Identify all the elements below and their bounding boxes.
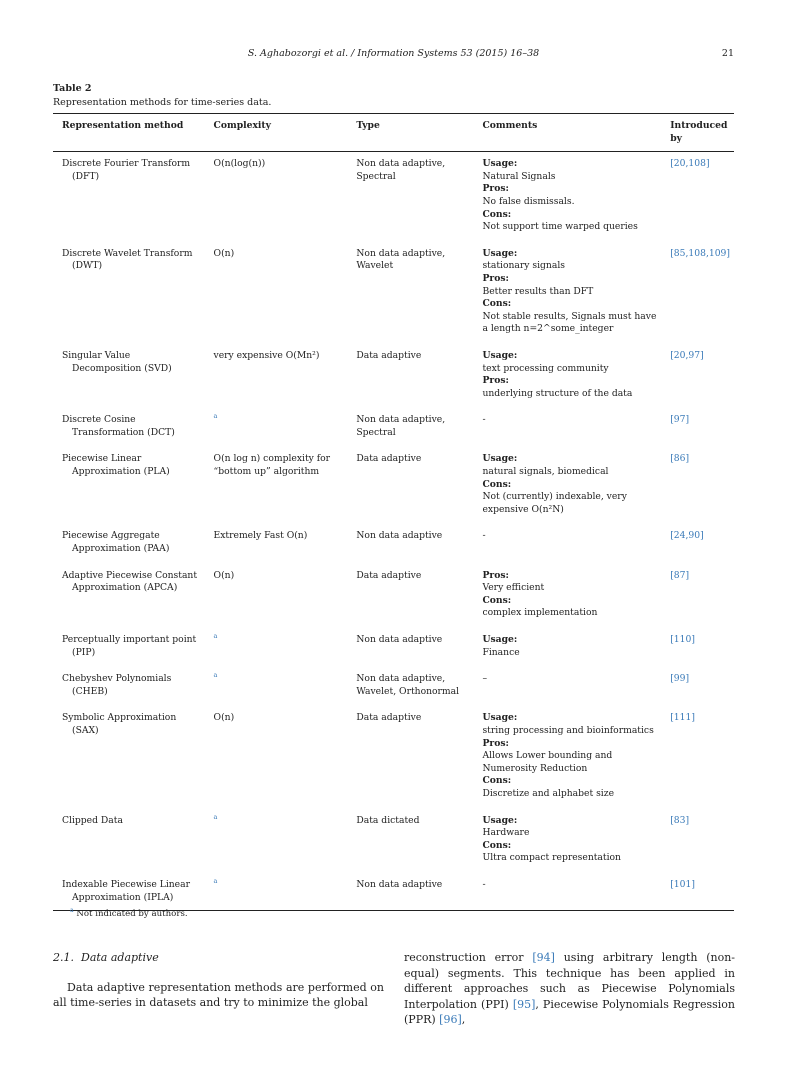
footnote-ref[interactable]: a	[213, 876, 218, 885]
citation-link[interactable]: [95]	[512, 997, 536, 1011]
cell-comments	[473, 346, 661, 410]
method-name: Perceptually important point (PIP)	[62, 634, 197, 658]
comment-label: Cons:	[482, 594, 512, 606]
method-name: Piecewise Linear Approximation (PLA)	[62, 453, 170, 478]
comment-label: Usage:	[482, 453, 518, 465]
comment-text: text processing community	[482, 362, 609, 374]
cell-type: Data adaptive	[356, 453, 422, 465]
table-row	[53, 244, 734, 346]
footnote-text: Not indicated by authors.	[76, 909, 188, 919]
citation-link[interactable]: [94]	[532, 951, 555, 964]
comment-label: Cons:	[482, 298, 512, 310]
citation-link[interactable]: [20,97]	[670, 349, 704, 361]
table-row	[53, 630, 734, 669]
comment-text: natural signals, biomedical	[482, 466, 609, 478]
table-row	[53, 708, 734, 810]
comment-text: string processing and bioinformatics	[482, 724, 654, 736]
table-row	[53, 526, 734, 565]
comment-label: Cons:	[482, 775, 512, 787]
table-label: Table 2	[53, 83, 92, 94]
comment-label: Cons:	[482, 208, 512, 220]
table-row	[53, 346, 734, 410]
cell-method	[53, 669, 205, 708]
cell-method	[53, 566, 205, 630]
comment-text: -	[482, 878, 486, 890]
cell-type: Non data adaptive, Spectral	[356, 414, 446, 438]
left-paragraph: Data adaptive representation methods are performed on all time-series in datasets and try to minimize the global	[53, 980, 384, 1009]
cell-comments	[473, 449, 661, 526]
cell-method	[53, 811, 205, 875]
representation-table	[53, 113, 734, 911]
cell-complexity	[205, 669, 348, 708]
comment-label: Usage:	[482, 158, 518, 170]
cell-comments	[473, 669, 661, 708]
comment-text: Allows Lower bounding and Numerosity Reduction	[482, 750, 613, 774]
cell-type: Non data adaptive, Spectral	[356, 158, 446, 182]
footnote-ref[interactable]: a	[213, 812, 218, 821]
comment-text: Very efficient	[482, 582, 545, 594]
citation-link[interactable]: [87]	[670, 569, 690, 581]
cell-comments	[473, 811, 661, 875]
cell-introduced-by	[661, 669, 734, 708]
complexity-value: O(n(log(n))	[213, 158, 266, 170]
citation-link[interactable]: [83]	[670, 814, 690, 826]
left-column	[53, 950, 384, 1011]
cell-introduced-by	[661, 526, 734, 565]
table-footnote	[70, 909, 188, 919]
citation-link[interactable]: [20,108]	[670, 158, 710, 170]
comment-label: Usage:	[482, 634, 518, 645]
cell-comments	[473, 875, 661, 911]
comment-text: Hardware	[482, 827, 530, 839]
method-name: Adaptive Piecewise Constant Approximation (APCA)	[62, 569, 198, 594]
method-name: Singular Value Decomposition (SVD)	[62, 349, 172, 374]
cell-comments	[473, 244, 661, 346]
cell-introduced-by	[661, 346, 734, 410]
cell-introduced-by	[661, 811, 734, 875]
cell-type: Data dictated	[356, 814, 420, 826]
comment-label: Pros:	[482, 569, 509, 581]
cell-method	[53, 630, 205, 669]
page-number: 21	[721, 48, 734, 59]
cell-complexity	[205, 449, 348, 526]
comment-text: Not stable results, Signals must have a length n=2^some_integer	[482, 310, 657, 335]
citation-link[interactable]: [85,108,109]	[670, 247, 730, 259]
cell-method	[53, 526, 205, 565]
header-method: Representation method	[53, 114, 205, 152]
cell-type: Data adaptive	[356, 569, 422, 581]
footnote-marker: a	[70, 907, 74, 915]
cell-complexity	[205, 526, 348, 565]
comment-text: -	[482, 530, 486, 542]
comment-label: Pros:	[482, 272, 509, 284]
cell-type: Non data adaptive, Wavelet	[356, 247, 446, 272]
method-name: Discrete Fourier Transform (DFT)	[62, 158, 191, 182]
footnote-ref[interactable]: a	[213, 671, 218, 680]
table-row	[53, 811, 734, 875]
comment-label: Usage:	[482, 247, 518, 259]
section-number: 2.1.	[53, 951, 74, 964]
citation-link[interactable]: [97]	[670, 414, 690, 426]
citation-link[interactable]: [99]	[670, 673, 690, 685]
cell-method	[53, 152, 205, 244]
cell-type: Non data adaptive	[356, 530, 443, 542]
comment-label: Usage:	[482, 814, 518, 826]
footnote-ref[interactable]: a	[213, 631, 218, 640]
cell-introduced-by	[661, 566, 734, 630]
complexity-value: Extremely Fast O(n)	[213, 530, 308, 542]
complexity-value: very expensive O(Mn²)	[213, 349, 320, 361]
citation-link[interactable]: [96]	[439, 1013, 462, 1026]
cell-comments	[473, 708, 661, 810]
comment-text: underlying structure of the data	[482, 387, 633, 399]
cell-complexity	[205, 346, 348, 410]
cell-introduced-by	[661, 708, 734, 810]
citation-link[interactable]: [101]	[670, 878, 695, 890]
comment-label: Cons:	[482, 839, 512, 851]
comment-text: Discretize and alphabet size	[482, 787, 615, 799]
method-name: Discrete Cosine Transformation (DCT)	[62, 414, 175, 438]
cell-complexity	[205, 566, 348, 630]
table-header-row	[53, 114, 734, 152]
comment-text: complex implementation	[482, 607, 598, 619]
right-column	[404, 950, 735, 1028]
citation-link[interactable]: [86]	[670, 453, 690, 465]
cell-type: Non data adaptive	[347, 875, 473, 911]
method-name: Discrete Wavelet Transform (DWT)	[62, 247, 193, 272]
table-row	[53, 410, 734, 449]
comment-text: –	[482, 673, 488, 685]
comment-label: Usage:	[482, 712, 518, 724]
table-title: Representation methods for time-series data.	[53, 97, 272, 108]
header-complexity: Complexity	[205, 114, 348, 152]
complexity-value: O(n)	[213, 569, 235, 581]
table-caption	[53, 82, 271, 110]
header-introduced-by: Introduced by	[661, 114, 734, 152]
comment-text: Ultra compact representation	[482, 852, 621, 864]
cell-comments	[473, 526, 661, 565]
comment-label: Pros:	[482, 183, 509, 195]
comment-text: Not support time warped queries	[482, 221, 638, 233]
cell-complexity	[205, 875, 348, 911]
comment-label: Pros:	[482, 375, 509, 387]
cell-introduced-by	[661, 875, 734, 911]
complexity-value: O(n)	[213, 712, 235, 724]
table-row	[53, 449, 734, 526]
method-name: Indexable Piecewise Linear Approximation (IPLA)	[62, 878, 190, 903]
cell-method	[53, 244, 205, 346]
method-name: Piecewise Aggregate Approximation (PAA)	[62, 530, 170, 555]
cell-introduced-by	[661, 152, 734, 244]
cell-complexity	[205, 152, 348, 244]
cell-comments	[473, 566, 661, 630]
comment-text: Natural Signals	[482, 170, 556, 182]
table-body	[53, 152, 734, 911]
cell-complexity	[205, 811, 348, 875]
citation-link[interactable]: [111]	[670, 712, 695, 724]
method-name: Chebyshev Polynomials (CHEB)	[62, 673, 172, 697]
cell-comments	[473, 410, 661, 449]
header-comments: Comments	[473, 114, 661, 152]
header-type: Type	[347, 114, 473, 152]
right-paragraph: reconstruction error [94] using arbitrary length (non-equal) segments. This technique has been applied in different approaches such as Piecewise Polynomials Interpolation (PPI) [95], Piecewise Polynomials Regression (PPR) [96],	[404, 951, 735, 1026]
cell-complexity	[205, 410, 348, 449]
citation-link[interactable]: [24,90]	[670, 530, 704, 542]
cell-method	[53, 708, 205, 810]
table-row	[53, 566, 734, 630]
cell-comments	[473, 630, 661, 669]
comment-text: -	[482, 414, 486, 426]
comment-text: Not (currently) indexable, very expensive O(n²N)	[482, 491, 627, 515]
cell-introduced-by	[661, 630, 734, 669]
cell-method	[53, 346, 205, 410]
cell-method	[53, 410, 205, 449]
cell-type: Non data adaptive, Wavelet, Orthonormal	[356, 673, 460, 697]
method-name: Clipped Data	[62, 814, 123, 826]
comment-text: No false dismissals.	[482, 195, 575, 207]
cell-type: Data adaptive	[356, 349, 422, 361]
complexity-value: O(n log n) complexity for “bottom up” algorithm	[213, 453, 331, 478]
comment-label: Pros:	[482, 737, 509, 749]
cell-method	[53, 875, 205, 911]
running-header: S. Aghabozorgi et al. / Information Systems 53 (2015) 16–38	[247, 48, 540, 59]
cell-complexity	[205, 708, 348, 810]
comment-label: Cons:	[482, 478, 512, 490]
comment-label: Usage:	[482, 349, 518, 361]
method-name: Symbolic Approximation (SAX)	[62, 712, 177, 736]
cell-comments	[473, 152, 661, 244]
section-heading	[53, 950, 384, 966]
cell-type: Data adaptive	[356, 712, 422, 724]
cell-complexity	[205, 244, 348, 346]
cell-method	[53, 449, 205, 526]
complexity-value: O(n)	[213, 247, 235, 259]
comment-text: Better results than DFT	[482, 285, 594, 297]
table-row	[53, 152, 734, 244]
section-title: Data adaptive	[81, 951, 159, 964]
cell-introduced-by	[661, 244, 734, 346]
footnote-ref[interactable]: a	[213, 412, 218, 421]
comment-text: stationary signals	[482, 260, 565, 272]
cell-introduced-by	[661, 410, 734, 449]
cell-introduced-by	[661, 449, 734, 526]
table-row	[53, 875, 734, 911]
cell-complexity	[205, 630, 348, 669]
cell-type: Non data adaptive	[356, 634, 443, 645]
table-row	[53, 669, 734, 708]
citation-link[interactable]: [110]	[670, 634, 695, 645]
comment-text: Finance	[482, 646, 520, 658]
